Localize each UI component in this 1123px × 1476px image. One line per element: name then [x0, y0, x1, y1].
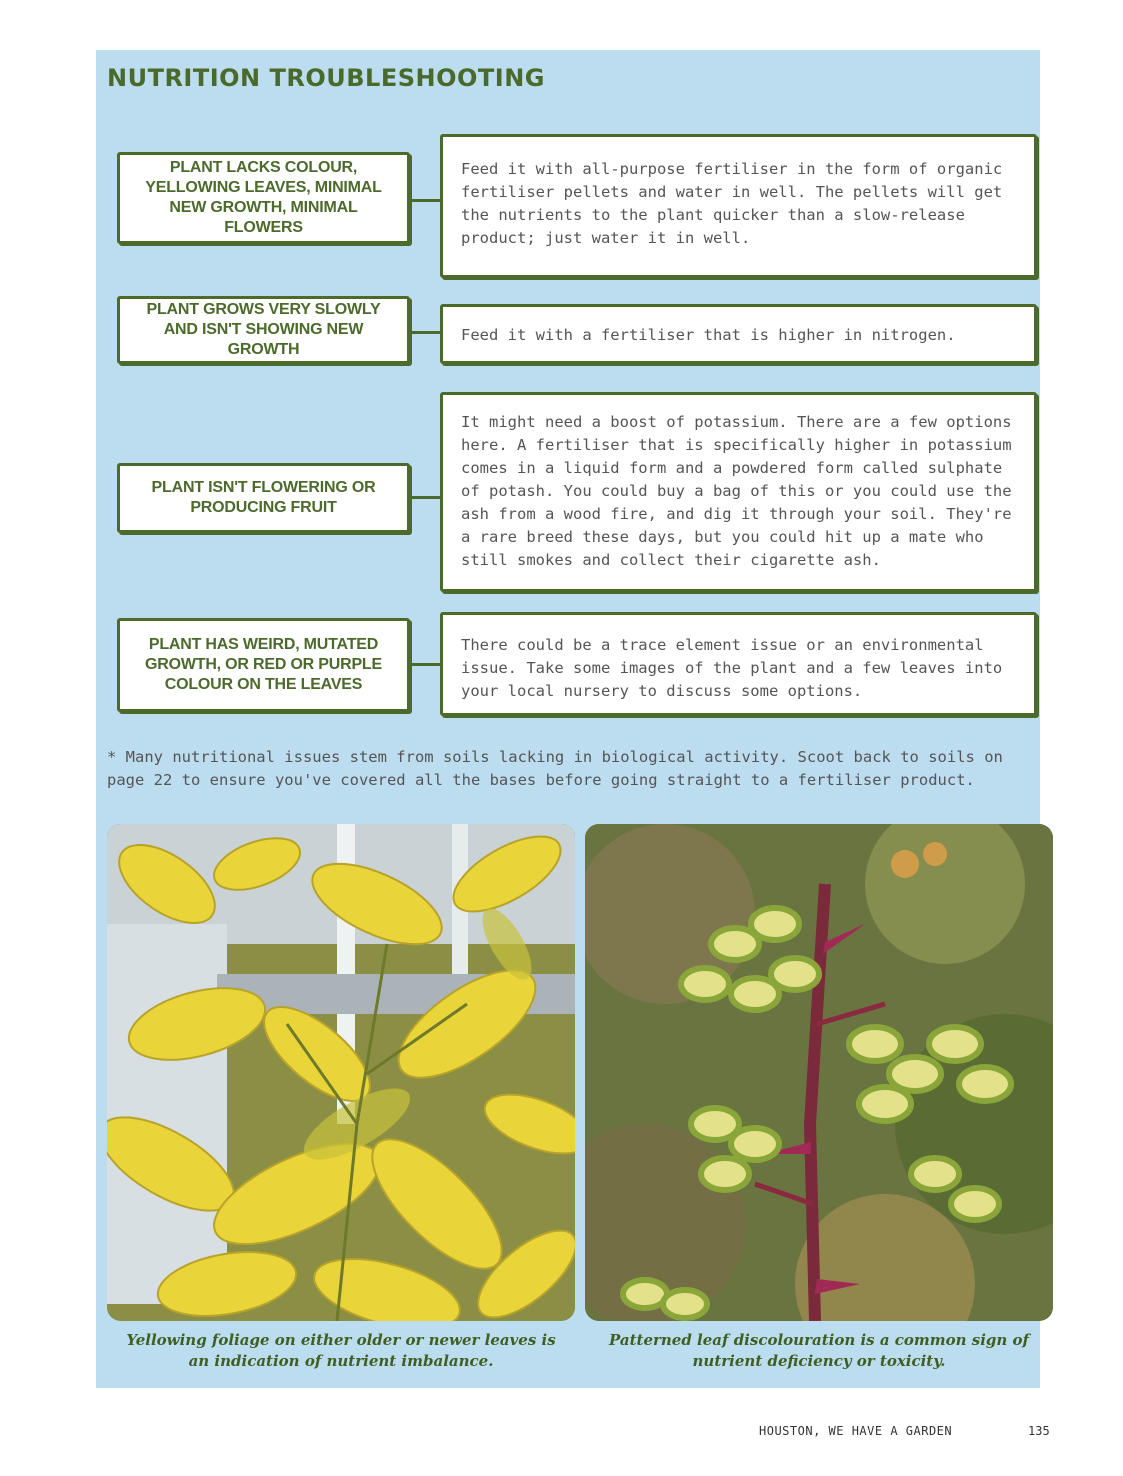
connector-line: [410, 331, 440, 334]
problem-box-1: [117, 152, 410, 244]
problem-box-2: [117, 296, 410, 364]
caption-right: [603, 1330, 1035, 1372]
connector-line: [410, 663, 440, 666]
solution-text: There could be a trace element issue or an environmental issue. Take some images of the plant and a few leaves into your local nursery to discuss some options.: [461, 636, 1003, 700]
problem-box-4: [117, 618, 410, 712]
yellow-leaves-illustration: [107, 824, 575, 1321]
page-number: 135: [1028, 1424, 1050, 1438]
solution-box-4: [440, 612, 1037, 716]
solution-box-2: [440, 304, 1037, 364]
connector-line: [410, 496, 440, 499]
problem-label: PLANT HAS WEIRD, MUTATED GROWTH, OR RED OR PURPLE COLOUR ON THE LEAVES: [145, 636, 382, 693]
caption-right-text: Patterned leaf discolouration is a common sign of nutrient deficiency or toxicity.: [609, 1331, 1029, 1370]
solution-box-3: [440, 392, 1037, 592]
photo-patterned-leaves: [585, 824, 1053, 1321]
footnote: * Many nutritional issues stem from soils lacking in biological activity. Scoot back to soils on page 22 to ensure you've covered all the bases before going straight to a fertiliser product.: [107, 748, 1003, 789]
problem-label: PLANT LACKS COLOUR, YELLOWING LEAVES, MINIMAL NEW GROWTH, MINIMAL FLOWERS: [145, 159, 382, 236]
solution-text: Feed it with all-purpose fertiliser in the form of organic fertiliser pellets and water in well. The pellets will get the nutrients to the plant quicker than a slow-release product; just water it in well.: [461, 160, 1003, 247]
caption-left: [125, 1330, 557, 1372]
running-footer-title: HOUSTON, WE HAVE A GARDEN: [759, 1424, 953, 1438]
solution-text: Feed it with a fertiliser that is higher in nitrogen.: [461, 326, 956, 344]
photo-yellowing-leaves: [107, 824, 575, 1321]
connector-line: [410, 199, 440, 202]
solution-box-1: [440, 134, 1037, 278]
caption-left-text: Yellowing foliage on either older or newer leaves is an indication of nutrient imbalance.: [126, 1331, 556, 1370]
problem-box-3: [117, 463, 410, 533]
problem-label: PLANT GROWS VERY SLOWLY AND ISN'T SHOWING NEW GROWTH: [146, 301, 381, 358]
problem-label: PLANT ISN'T FLOWERING OR PRODUCING FRUIT: [151, 479, 376, 516]
solution-text: It might need a boost of potassium. There are a few options here. A fertiliser that is specifically higher in potassium comes in a liquid form and a powdered form called sulphate of potash. You could buy a bag of this or you could use the ash from a wood fire, and dig it through your soil. They're a rare breed these days, but you could hit up a mate who still smokes and collect their cigarette ash.: [461, 413, 1012, 569]
patterned-leaves-illustration: [585, 824, 1053, 1321]
page-title: NUTRITION TROUBLESHOOTING: [107, 64, 545, 92]
